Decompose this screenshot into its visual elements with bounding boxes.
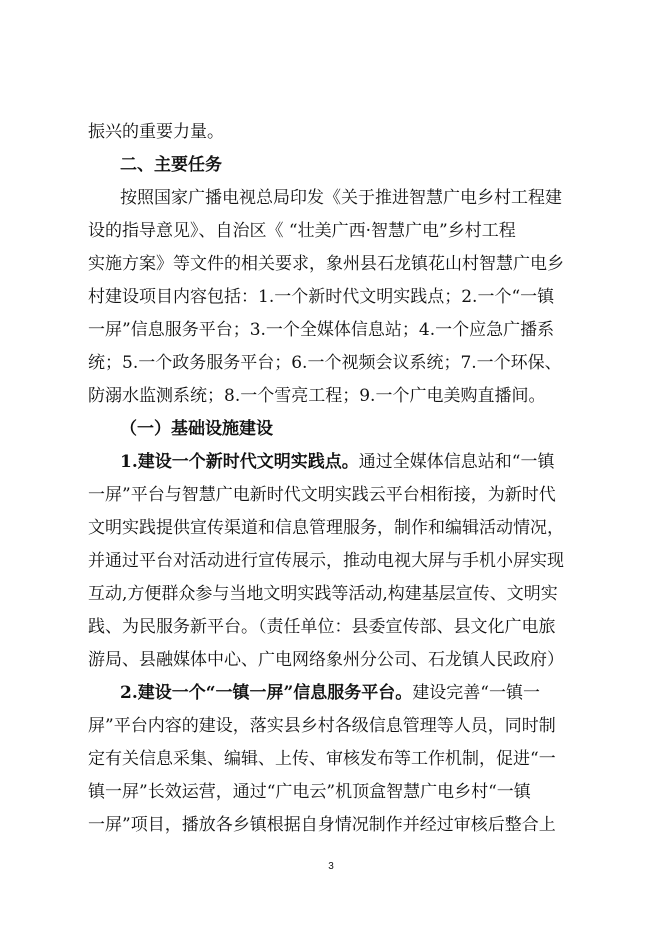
body-text-line: 统；5.一个政务服务平台；6.一个视频会议系统；7.一个环保、 xyxy=(88,353,562,373)
body-text-line: 一屏”信息服务平台；3.一个全媒体信息站；4.一个应急广播系 xyxy=(88,320,555,340)
body-text-line: 一屏”平台与智慧广电新时代文明实践云平台相衔接，为新时代 xyxy=(88,485,556,505)
page-number: 3 xyxy=(328,861,334,872)
body-text-line: 实施方案》等文件的相关要求，象州县石龙镇花山村智慧广电乡 xyxy=(88,254,564,274)
paragraph-first-line xyxy=(120,683,620,703)
body-text-line: 游局、县融媒体中心、广电网络象州分公司、石龙镇人民政府） xyxy=(88,650,564,670)
body-text-line: 村建设项目内容包括：1.一个新时代文明实践点；2.一个“一镇 xyxy=(88,287,555,307)
subsection-heading: （一）基础设施建设 xyxy=(120,419,273,439)
section-heading: 二、主要任务 xyxy=(120,155,222,175)
body-text-line: 并通过平台对活动进行宣传展示，推动电视大屏与手机小屏实现 xyxy=(88,551,564,571)
body-text-line: 互动,方便群众参与当地文明实践等活动,构建基层宣传、文明实 xyxy=(88,584,558,604)
body-text-line: 防溺水监测系统；8.一个雪亮工程；9.一个广电美购直播间。 xyxy=(88,386,546,406)
body-text-line: 一屏”项目，播放各乡镇根据自身情况制作并经过审核后整合上 xyxy=(88,815,556,835)
body-text-line: 屏”平台内容的建设，落实县乡村各级信息管理等人员，同时制 xyxy=(88,716,556,736)
paragraph-first-line xyxy=(120,452,620,472)
body-text-line: 按照国家广播电视总局印发《关于推进智慧广电乡村工程建 xyxy=(120,188,562,208)
item-heading: 1.建设一个新时代文明实践点。 xyxy=(120,452,359,472)
body-text-line: 践、为民服务新平台。（责任单位：县委宣传部、县文化广电旅 xyxy=(88,617,556,637)
body-text-line: 振兴的重要力量。 xyxy=(88,122,224,142)
body-text-run: 通过全媒体信息站和“一镇 xyxy=(358,452,555,472)
body-text-run: 建设完善“一镇一 xyxy=(412,683,541,703)
body-text-line: 定有关信息采集、编辑、上传、审核发布等工作机制，促进“一 xyxy=(88,749,556,769)
body-text-line: 镇一屏”长效运营，通过“广电云”机顶盒智慧广电乡村“一镇 xyxy=(88,782,531,802)
body-text-line: 设的指导意见》、自治区《 “壮美广西·智慧广电”乡村工程 xyxy=(88,221,516,241)
item-heading: 2.建设一个“一镇一屏”信息服务平台。 xyxy=(120,683,413,703)
body-text-line: 文明实践提供宣传渠道和信息管理服务，制作和编辑活动情况， xyxy=(88,518,564,538)
